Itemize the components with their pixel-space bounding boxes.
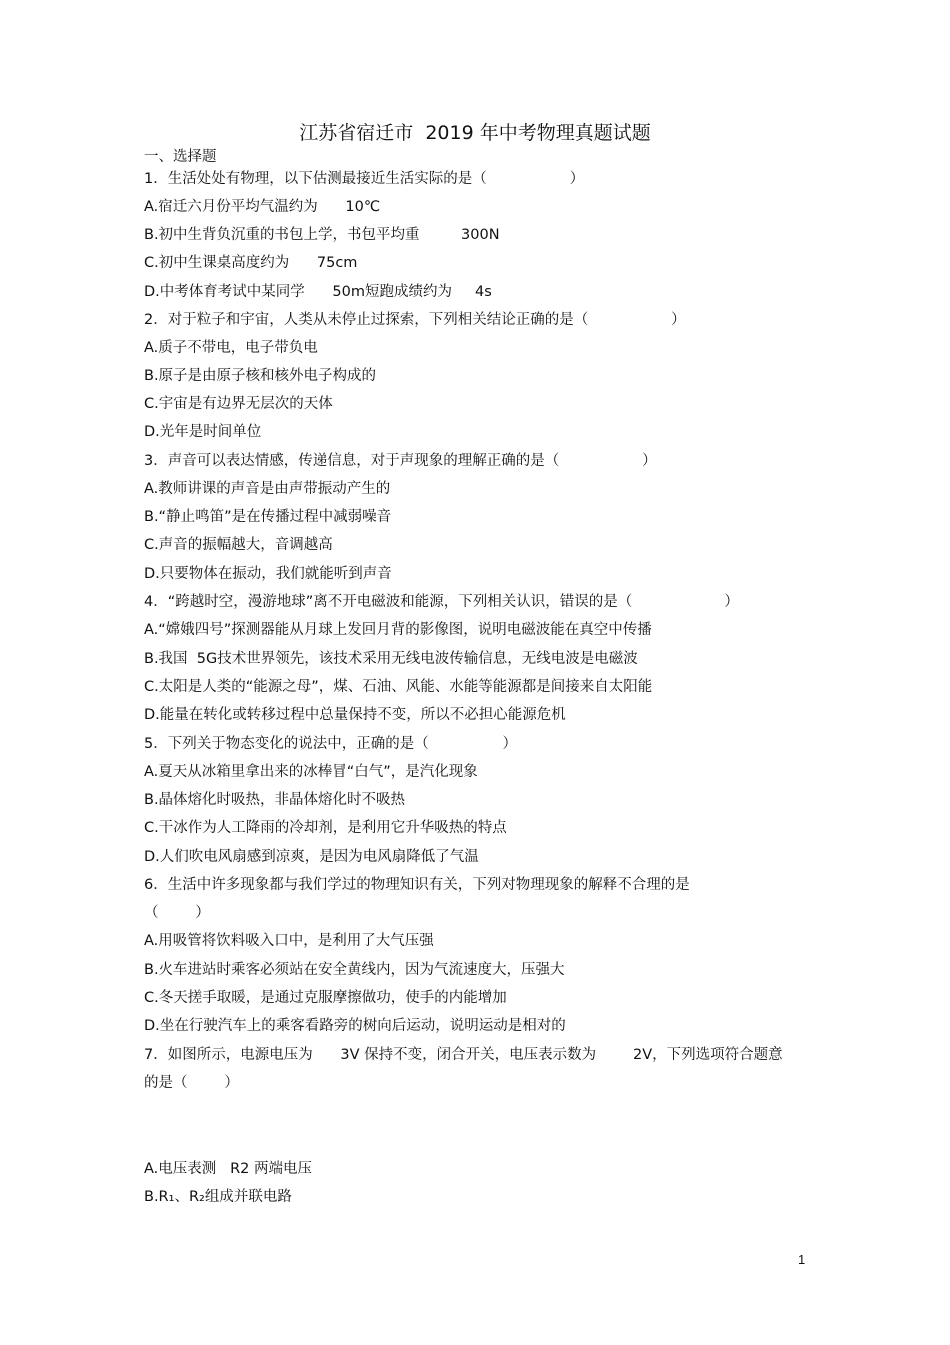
question-4: 4．“跨越时空，漫游地球”离不开电磁波和能源，下列相关认识，错误的是（ ） [144, 594, 739, 610]
option-2a: A.质子不带电，电子带负电 [144, 340, 318, 356]
option-3b: B.“静止鸣笛”是在传播过程中减弱噪音 [144, 509, 392, 525]
option-2b: B.原子是由原子核和核外电子构成的 [144, 368, 377, 384]
question-2: 2．对于粒子和宇宙，人类从未停止过探索，下列相关结论正确的是（ ） [144, 312, 686, 328]
option-4a: A.“嫦娥四号”探测器能从月球上发回月背的影像图，说明电磁波能在真空中传播 [144, 622, 652, 638]
question-6-continued: （ ） [144, 905, 210, 921]
question-1: 1．生活处处有物理，以下估测最接近生活实际的是（ ） [144, 171, 585, 187]
option-5a: A.夏天从冰箱里拿出来的冰棒冒“白气”，是汽化现象 [144, 764, 478, 780]
option-1b: B.初中生背负沉重的书包上学，书包平均重 300N [144, 227, 500, 243]
option-2d: D.光年是时间单位 [144, 424, 262, 440]
option-6a: A.用吸管将饮料吸入口中，是利用了大气压强 [144, 933, 434, 949]
question-7-continued: 的是（ ） [144, 1075, 239, 1091]
option-5d: D.人们吹电风扇感到凉爽，是因为电风扇降低了气温 [144, 849, 479, 865]
option-6c: C.冬天搓手取暖，是通过克服摩擦做功，使手的内能增加 [144, 990, 507, 1006]
option-4b: B.我国 5G技术世界领先，该技术采用无线电波传输信息，无线电波是电磁波 [144, 651, 638, 667]
option-5b: B.晶体熔化时吸热，非晶体熔化时不吸热 [144, 792, 406, 808]
question-3: 3．声音可以表达情感，传递信息，对于声现象的理解正确的是（ ） [144, 453, 657, 469]
option-3c: C.声音的振幅越大，音调越高 [144, 537, 333, 553]
page-title: 江苏省宿迁市 2019 年中考物理真题试题 [299, 122, 651, 144]
question-5: 5．下列关于物态变化的说法中，正确的是（ ） [144, 736, 517, 752]
option-1c: C.初中生课桌高度约为 75cm [144, 255, 358, 271]
option-6b: B.火车进站时乘客必须站在安全黄线内，因为气流速度大，压强大 [144, 962, 565, 978]
option-5c: C.干冰作为人工降雨的冷却剂，是利用它升华吸热的特点 [144, 820, 507, 836]
question-6: 6．生活中许多现象都与我们学过的物理知识有关，下列对物理现象的解释不合理的是 [144, 877, 690, 893]
option-7a: A.电压表测 R2 两端电压 [144, 1161, 313, 1177]
option-6d: D.坐在行驶汽车上的乘客看路旁的树向后运动，说明运动是相对的 [144, 1018, 566, 1034]
page-number: 1 [798, 1252, 806, 1267]
option-4d: D.能量在转化或转移过程中总量保持不变，所以不必担心能源危机 [144, 707, 566, 723]
option-4c: C.太阳是人类的“能源之母”，煤、石油、风能、水能等能源都是间接来自太阳能 [144, 679, 653, 695]
option-2c: C.宇宙是有边界无层次的天体 [144, 396, 333, 412]
option-1d: D.中考体育考试中某同学 50m短跑成绩约为 4s [144, 284, 492, 300]
question-7: 7．如图所示，电源电压为 3V 保持不变，闭合开关，电压表示数为 2V，下列选项符合题意 [144, 1047, 783, 1063]
option-3d: D.只要物体在振动，我们就能听到声音 [144, 566, 392, 582]
option-1a: A.宿迁六月份平均气温约为 10℃ [144, 199, 381, 215]
option-3a: A.教师讲课的声音是由声带振动产生的 [144, 481, 391, 497]
option-7b: B.R₁、R₂组成并联电路 [144, 1189, 292, 1205]
section-heading: 一、选择题 [144, 149, 217, 165]
